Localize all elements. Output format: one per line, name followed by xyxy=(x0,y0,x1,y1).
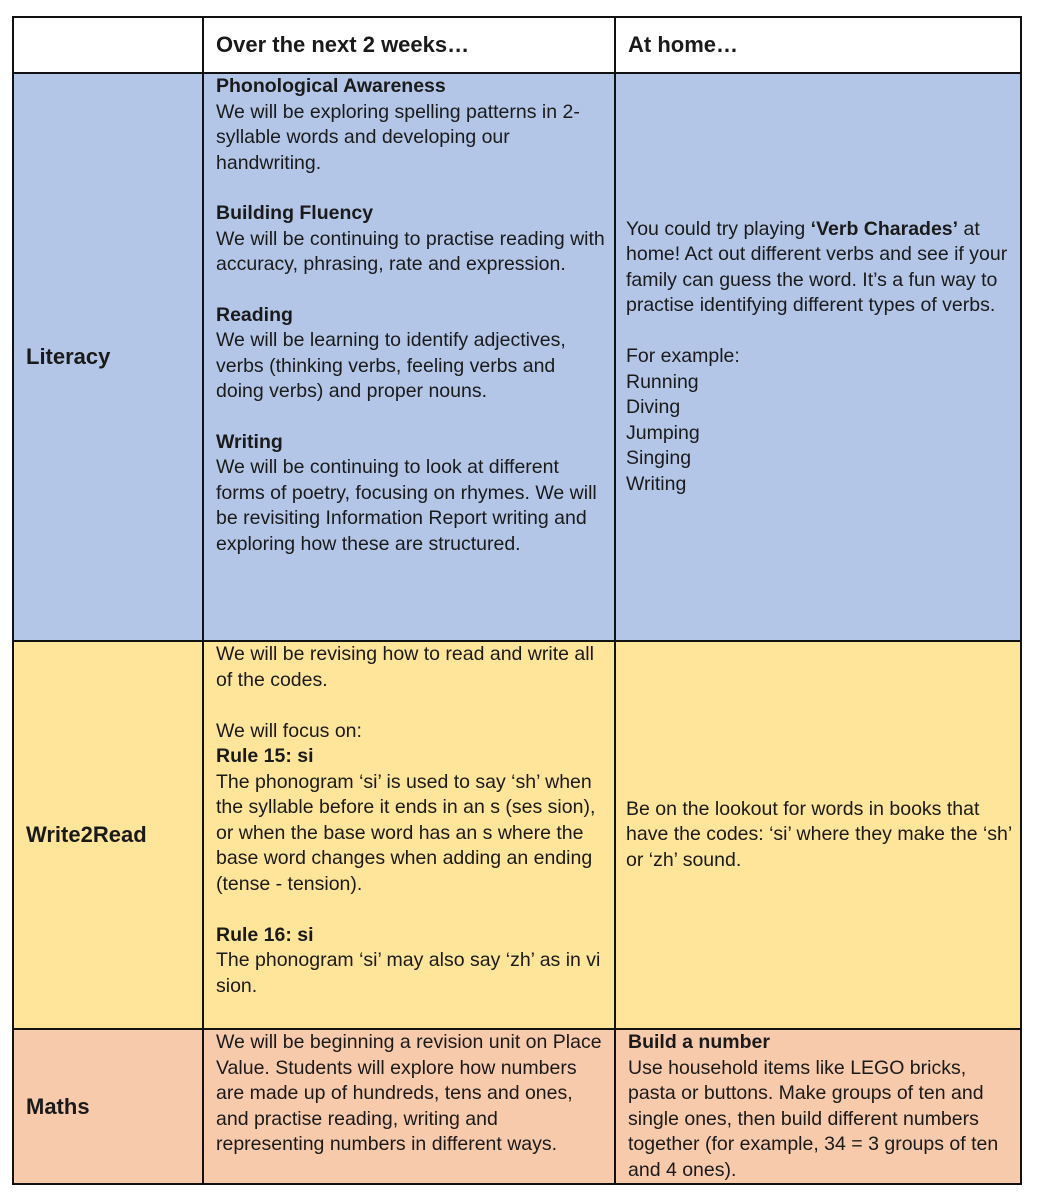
write2read-intro: We will be revising how to read and write all of the codes. xyxy=(216,643,594,691)
home-text-post: at home! Act out different verbs and see if your family can guess the word. It’s a fun way to practise identifying different types of verbs. xyxy=(626,217,1008,317)
write2read-plan-cell xyxy=(203,641,615,1029)
section-text: We will be continuing to practise reading with accuracy, phrasing, rate and expression. xyxy=(216,227,605,275)
write2read-row xyxy=(13,641,1021,1029)
write2read-home-cell xyxy=(615,641,1021,1029)
literacy-section xyxy=(216,201,608,278)
literacy-section xyxy=(216,430,608,558)
header-next-2-weeks: Over the next 2 weeks… xyxy=(203,17,615,73)
list-item: Diving xyxy=(626,396,681,419)
list-item: Singing xyxy=(626,447,692,470)
maths-home-text: Use household items like LEGO bricks, pasta or buttons. Make groups of ten and single ones, then build different numbers together (for example, 34 = 3 groups of ten and 4 ones). xyxy=(628,1056,999,1181)
header-row xyxy=(13,17,1021,73)
write2read-focus: We will focus on: xyxy=(216,719,362,742)
literacy-plan-cell xyxy=(203,73,615,641)
rule16-heading: Rule 16: si xyxy=(216,923,314,946)
literacy-section xyxy=(216,74,608,176)
section-heading: Reading xyxy=(216,303,293,326)
maths-row xyxy=(13,1029,1021,1184)
section-text: We will be learning to identify adjectives, verbs (thinking verbs, feeling verbs and doing verbs) and proper nouns. xyxy=(216,329,566,402)
maths-label: Maths xyxy=(13,1029,203,1184)
literacy-home-cell xyxy=(615,73,1021,641)
list-item: Jumping xyxy=(626,421,700,444)
maths-home-heading: Build a number xyxy=(628,1031,770,1053)
rule16-text: The phonogram ‘si’ may also say ‘zh’ as in vi sion. xyxy=(216,949,601,997)
learning-plan-table xyxy=(12,16,1022,1185)
section-text: We will be continuing to look at different forms of poetry, focusing on rhymes. We will be revisiting Information Report writing and exploring how these are structured. xyxy=(216,456,597,555)
literacy-section xyxy=(216,303,608,405)
write2read-label: Write2Read xyxy=(13,641,203,1029)
literacy-label: Literacy xyxy=(13,73,203,641)
list-item: Running xyxy=(626,370,699,393)
example-label: For example: xyxy=(626,345,740,368)
section-heading: Phonological Awareness xyxy=(216,75,446,97)
section-heading: Writing xyxy=(216,430,283,453)
literacy-home-text xyxy=(626,217,1014,319)
maths-plan-cell xyxy=(203,1029,615,1184)
header-empty-cell xyxy=(13,17,203,73)
home-text-game-name: ‘Verb Charades’ xyxy=(810,217,959,240)
rule15-text: The phonogram ‘si’ is used to say ‘sh’ when the syllable before it ends in an s (ses sion), or when the base word has an s where the base word changes when adding an ending (tense - tension). xyxy=(216,770,596,895)
write2read-home-text: Be on the lookout for words in books that have the codes: ‘si’ where they make the ‘sh’ or ‘zh’ sound. xyxy=(626,797,1012,871)
maths-text: We will be beginning a revision unit on Place Value. Students will explore how numbers are made up of hundreds, tens and ones, and practise reading, writing and representing numbers in different ways. xyxy=(216,1031,602,1155)
home-text-pre: You could try playing xyxy=(626,217,811,240)
section-text: We will be exploring spelling patterns in 2-syllable words and developing our handwriting. xyxy=(216,100,580,174)
maths-home-cell xyxy=(615,1029,1021,1184)
list-item: Writing xyxy=(626,472,687,495)
header-at-home: At home… xyxy=(615,17,1021,73)
literacy-row xyxy=(13,73,1021,641)
rule15-heading: Rule 15: si xyxy=(216,745,314,767)
example-list xyxy=(626,370,1014,498)
section-heading: Building Fluency xyxy=(216,202,374,224)
